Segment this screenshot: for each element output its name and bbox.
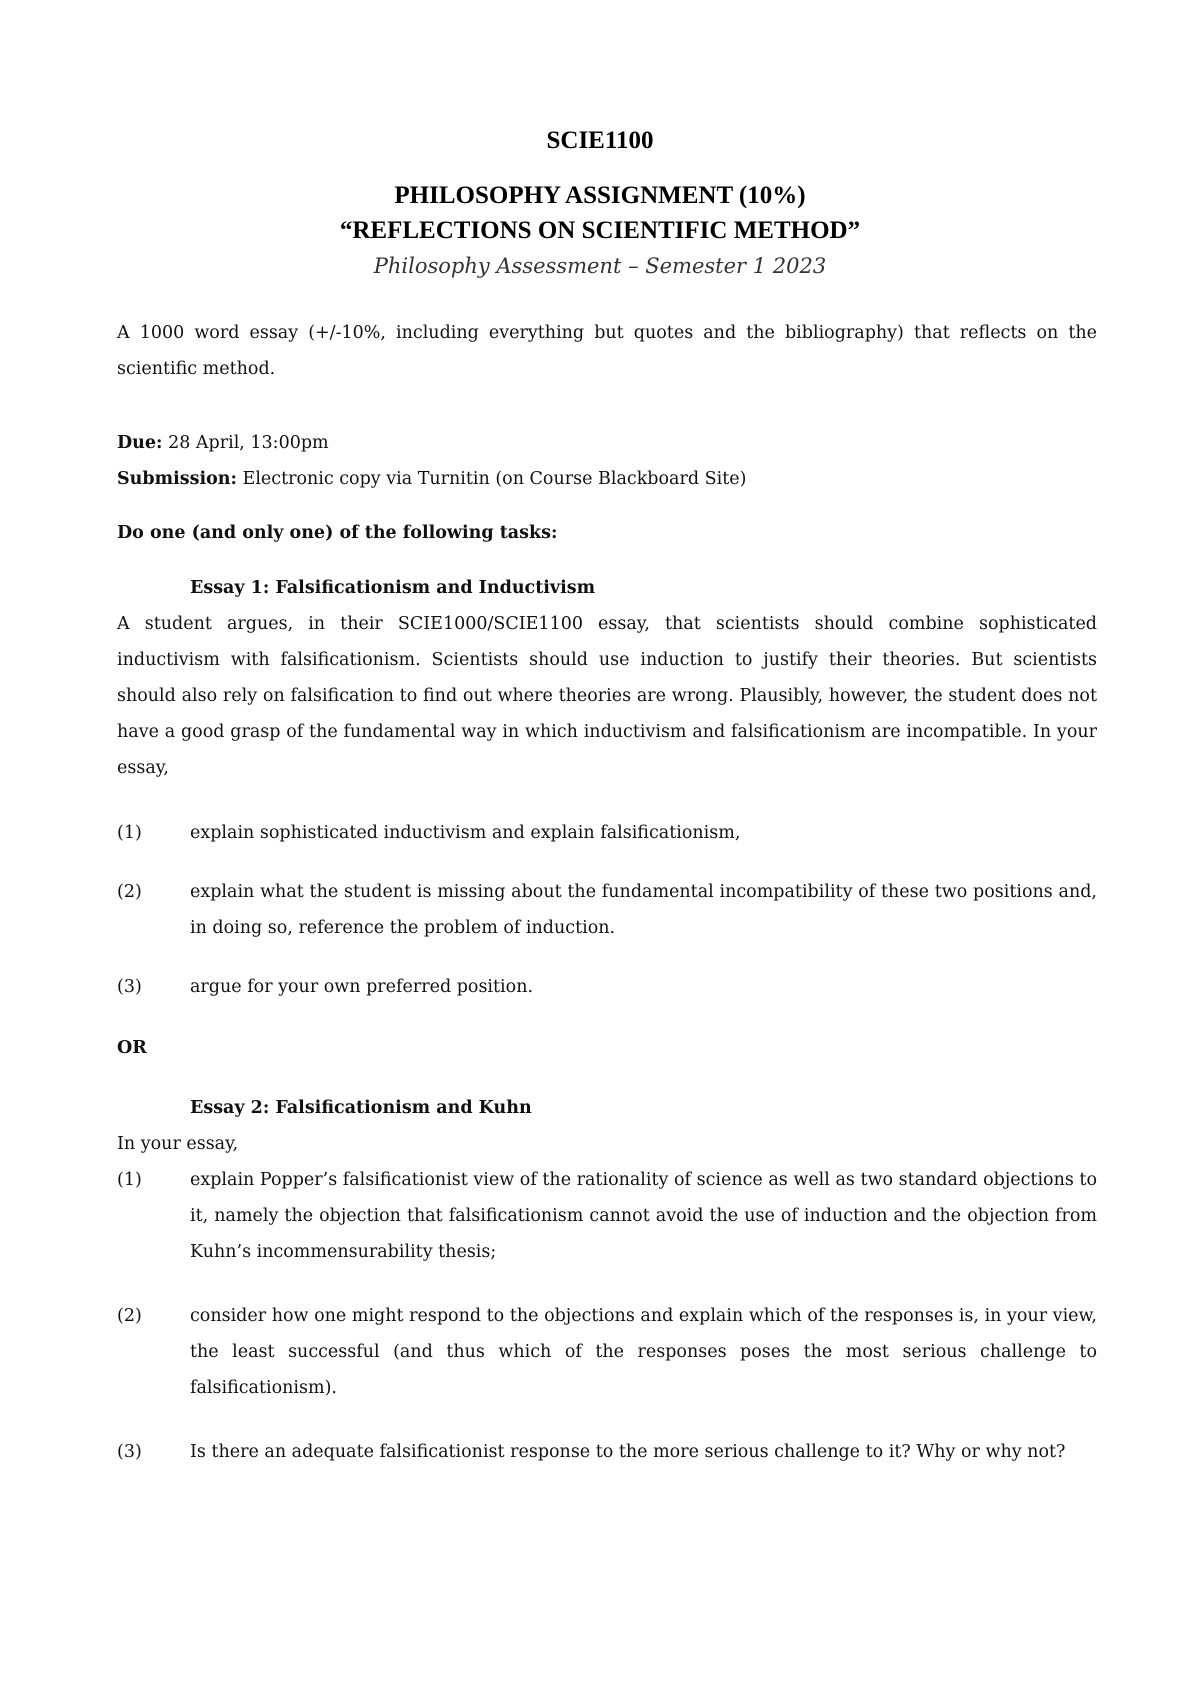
submission-value: Electronic copy via Turnitin (on Course Blackboard Site) [236,469,747,489]
essay1-intro: A student argues, in their SCIE1000/SCIE1100 essay, that scientists should combine sophisticated inductivism with falsificationism. Scientists should use induction to justify their theories. But scientists should also rely on falsification to find out where theories are wrong. Plausibly, however, the student does not have a good grasp of the fundamental way in which inductivism and falsificationism are incompatible. In your essay, [117,614,1097,778]
due-line [117,425,1097,461]
item-text: explain sophisticated inductivism and explain falsificationism, [190,823,741,843]
item-number: (1) [117,823,142,843]
essay2-heading: Essay 2: Falsificationism and Kuhn [190,1098,532,1118]
item-text: consider how one might respond to the objections and explain which of the responses is, in your view, the least successful (and thus which of the responses poses the most serious challenge to falsificationism). [190,1306,1097,1398]
due-value: 28 April, 13:00pm [162,433,329,453]
essay1-heading: Essay 1: Falsificationism and Inductivism [190,578,596,598]
submission-line [117,461,1097,497]
item-text: argue for your own preferred position. [190,977,534,997]
assignment-subtitle-title: “REFLECTIONS ON SCIENTIFIC METHOD” [339,217,861,244]
assessment-subtitle: Philosophy Assessment – Semester 1 2023 [373,254,827,278]
task-instruction: Do one (and only one) of the following tasks: [117,523,558,543]
essay2-intro: In your essay, [117,1134,239,1154]
due-label: Due: [117,433,163,453]
item-number: (3) [117,1442,142,1462]
intro-paragraph: A 1000 word essay (+/-10%, including everything but quotes and the bibliography) that reflects on the scientific method. [117,323,1097,379]
assignment-title: PHILOSOPHY ASSIGNMENT (10%) [394,182,806,209]
item-number: (2) [117,1306,142,1326]
item-number: (1) [117,1170,142,1190]
submission-label: Submission: [117,469,237,489]
item-text: Is there an adequate falsificationist response to the more serious challenge to it? Why or why not? [190,1442,1066,1462]
item-text: explain what the student is missing about the fundamental incompatibility of these two positions and, in doing so, reference the problem of induction. [190,882,1097,938]
item-text: explain Popper’s falsificationist view of the rationality of science as well as two standard objections to it, namely the objection that falsificationism cannot avoid the use of induction and the objection from Kuhn’s incommensurability thesis; [190,1170,1097,1262]
item-number: (2) [117,882,142,902]
or-separator: OR [117,1038,147,1058]
course-code: SCIE1100 [546,127,654,154]
item-number: (3) [117,977,142,997]
